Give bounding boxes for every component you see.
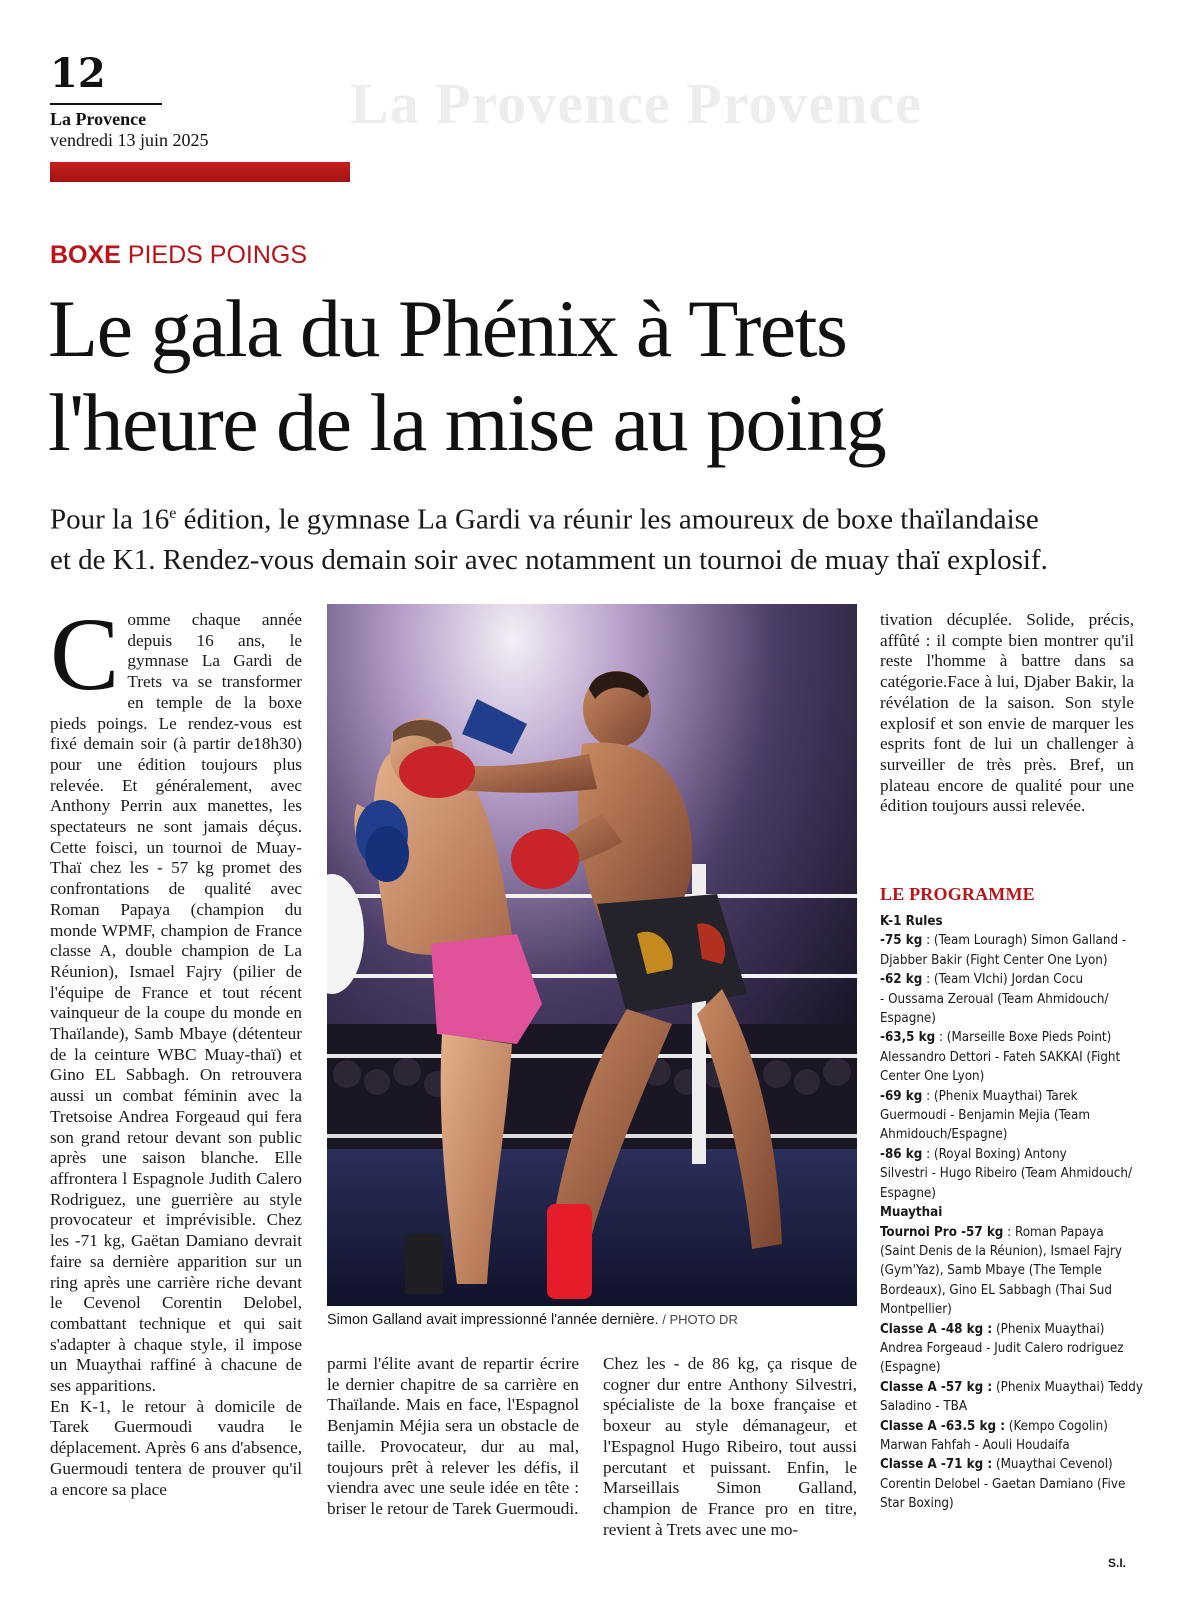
programme-line xyxy=(880,1242,1145,1261)
article-paragraph-3: parmi l'élite avant de repartir écrire le dernier chapitre de sa carrière en Thaïlande. Mais en face, l'Espagnol Benjamin Méjia sera un obstacle de taille. Provocateur, dur au mal, toujours prêt à relever les défis, il viendra avec une seule idée en tête : briser le retour de Tarek Guermoudi. xyxy=(327,1354,579,1518)
programme-line-label: -75 kg xyxy=(880,933,923,949)
photo-credit: / PHOTO DR xyxy=(658,1312,738,1327)
programme-line-label: Classe A -71 kg : xyxy=(880,1457,993,1473)
lede-superscript: e xyxy=(169,505,177,522)
programme-line-text: Center One Lyon) xyxy=(880,1069,985,1085)
programme-line-label: K-1 Rules xyxy=(880,914,943,929)
programme-line-text: (Phenix Muaythai) xyxy=(992,1321,1105,1337)
photo-caption xyxy=(327,1312,857,1328)
programme-line-label: Classe A -57 kg : xyxy=(880,1379,993,1395)
programme-line xyxy=(880,1281,1145,1300)
programme-line-text: Alessandro Dettori - Fateh SAKKAI (Fight xyxy=(880,1049,1121,1065)
programme-line xyxy=(880,1339,1145,1358)
programme-line xyxy=(880,1125,1145,1144)
article-paragraph-2: En K-1, le retour à domicile de Tarek Guermoudi vaudra le déplacement. Après 6 ans d'absence, Guermoudi tentera de prouver qu'il a encore sa place xyxy=(50,1396,302,1499)
newspaper-name: La Provence xyxy=(50,109,147,129)
programme-line-label: Muaythai xyxy=(880,1205,943,1221)
programme-line-text: (Kempo Cogolin) xyxy=(1005,1418,1108,1434)
article-column-4 xyxy=(880,610,1134,817)
programme-line xyxy=(880,1300,1145,1319)
boxing-photo-illustration xyxy=(327,604,857,1306)
article-paragraph-1: omme chaque année depuis 16 ans, le gymnase La Gardi de Trets va se transformer en temple de la boxe pieds poings. Le rendez-vous est fixé demain soir (à partir de18h30) pour une édition toujours plus relevée. Et généralement, avec Anthony Perrin aux manettes, les spectateurs ne sont jamais déçus. Cette foisci, un tournoi de Muay-Thaï chez les - 57 kg promet des confrontations de qualité avec Roman Papaya (champion du monde WPMF, champion de France classe A, double champion de La Réunion), Ismael Fajry (pilier de l'équipe de France et tout récent vainqueur de la coupe du monde en Thaïlande), Samb Mbaye (détenteur de la ceinture WBC Muay-thaï) et Gino EL Sabbagh. On retrouvera aussi un combat féminin avec la Tretsoise Andrea Forgeaud qui fera son grand retour devant son public après une saison blanche. Elle affrontera l Espagnole Judith Calero Rodriguez, une guerrière au style provocateur et imprévisible. Chez les -71 kg, Gaëtan Damiano devrait faire sa dernière apparition sur un ring après une carrière riche devant le Cevenol Corentin Delobel, combattant technique et qui sait s'adapter à chaque style, il impose un Muaythai raffiné à chacune de ses apparitions. xyxy=(50,610,302,1396)
programme-line xyxy=(880,1358,1145,1377)
programme-line xyxy=(880,1009,1145,1028)
article-column-3 xyxy=(603,1354,857,1540)
programme-line xyxy=(880,1436,1145,1455)
programme-line xyxy=(880,1223,1145,1242)
article-column-2 xyxy=(327,1354,579,1520)
lede-line-1-start: Pour la 16 xyxy=(50,503,170,536)
programme-line xyxy=(880,1455,1145,1474)
programme-line xyxy=(880,1145,1145,1164)
article-paragraph-5: tivation décuplée. Solide, précis, affûté : il compte bien montrer qu'il reste l'homme à battre dans sa catégorie.Face à lui, Djaber Bakir, la révélation de la saison. Son style explosif et son envie de marquer les esprits font de lui un challenger à surveiller de très près. Bref, un plateau encore de qualité pour une édition toujours aussi relevée. xyxy=(880,610,1134,816)
programme-line xyxy=(880,970,1145,989)
programme-line-text: Silvestri - Hugo Ribeiro (Team Ahmidouch/ xyxy=(880,1166,1132,1182)
lede-line-1-end: édition, le gymnase La Gardi va réunir les amoureux de boxe thaïlandaise xyxy=(176,503,1039,536)
programme-line-text: Guermoudi - Benjamin Mejia (Team xyxy=(880,1108,1090,1124)
programme-line xyxy=(880,951,1145,970)
programme-line-text: Ahmidouch/Espagne) xyxy=(880,1127,1008,1143)
programme-line xyxy=(880,1378,1145,1397)
programme-line-text: (Espagne) xyxy=(880,1360,941,1376)
article-column-1 xyxy=(50,597,302,1500)
programme-line xyxy=(880,1475,1145,1494)
programme-line-text: (Saint Denis de la Réunion), Ismael Fajry xyxy=(880,1243,1122,1259)
programme-line-text: Saladino - TBA xyxy=(880,1399,968,1415)
programme-line xyxy=(880,1203,1145,1222)
programme-line xyxy=(880,1028,1145,1047)
programme-line-text: - Oussama Zeroual (Team Ahmidouch/ xyxy=(880,991,1109,1007)
programme-line-label: -63,5 kg xyxy=(880,1030,936,1046)
kicker-primary: BOXE xyxy=(50,241,121,269)
programme-line-text: : (Phenix Muaythai) Tarek xyxy=(922,1088,1078,1104)
programme-line-text: Espagne) xyxy=(880,1185,936,1201)
programme-line xyxy=(880,990,1145,1009)
publication-date: vendredi 13 juin 2025 xyxy=(50,130,209,150)
programme-line-text: Djabber Bakir (Fight Center One Lyon) xyxy=(880,952,1108,968)
programme-line-text: (Muaythai Cevenol) xyxy=(992,1457,1113,1473)
programme-line-text: : Roman Papaya xyxy=(1003,1224,1104,1240)
headline-line-2: l'heure de la mise au poing xyxy=(48,377,886,468)
programme-line xyxy=(880,931,1145,950)
programme-line xyxy=(880,1494,1145,1513)
programme-line xyxy=(880,1067,1145,1086)
programme-line-text: : (Team Louragh) Simon Galland - xyxy=(922,933,1127,949)
drop-cap: C xyxy=(50,597,120,712)
programme-line-text: : (Team VIchi) Jordan Cocu xyxy=(922,972,1084,988)
programme-line-label: Classe A -63.5 kg : xyxy=(880,1418,1005,1434)
section-kicker xyxy=(50,240,307,270)
programme-line xyxy=(880,912,1145,931)
programme-line-text: Star Boxing) xyxy=(880,1496,954,1512)
ghost-header-text: La Provence Provence xyxy=(350,71,922,136)
programme-line-label: -69 kg xyxy=(880,1088,923,1104)
programme-line xyxy=(880,1397,1145,1416)
programme-line-text: (Gym'Yaz), Samb Mbaye (The Temple xyxy=(880,1263,1102,1279)
programme-line-text: Corentin Delobel - Gaetan Damiano (Five xyxy=(880,1476,1126,1492)
programme-line-label: -86 kg xyxy=(880,1146,923,1162)
programme-line-text: Bordeaux), Gino EL Sabbagh (Thai Sud xyxy=(880,1282,1112,1298)
programme-line-text: Andrea Forgeaud - Judit Calero rodriguez xyxy=(880,1340,1124,1356)
caption-text: Simon Galland avait impressionné l'année dernière. xyxy=(327,1312,659,1328)
programme-line-text: Espagne) xyxy=(880,1011,936,1027)
lede-line-1 xyxy=(50,494,1160,540)
programme-line xyxy=(880,1164,1145,1183)
programme-line-label: Tournoi Pro -57 kg xyxy=(880,1224,1004,1240)
headline xyxy=(48,282,1178,470)
programme-line xyxy=(880,1320,1145,1339)
programme-line-text: : (Marseille Boxe Pieds Point) xyxy=(935,1030,1112,1046)
programme-title: LE PROGRAMME xyxy=(880,884,1035,904)
programme-line xyxy=(880,1184,1145,1203)
page-number-rule xyxy=(50,103,162,105)
section-color-bar xyxy=(50,162,350,182)
programme-line-text: Marwan Fahfah - Aouli Houdaifa xyxy=(880,1437,1070,1453)
programme-list xyxy=(880,912,1145,1514)
programme-line-text: : (Royal Boxing) Antony xyxy=(922,1146,1067,1162)
programme-line xyxy=(880,1417,1145,1436)
programme-line xyxy=(880,1087,1145,1106)
programme-line xyxy=(880,1106,1145,1125)
programme-line-label: -62 kg xyxy=(880,972,923,988)
author-signature: S.I. xyxy=(1108,1556,1127,1570)
page-number: 12 xyxy=(50,50,106,97)
programme-line-label: Classe A -48 kg : xyxy=(880,1321,993,1337)
programme-line-text: Montpellier) xyxy=(880,1302,952,1318)
kicker-secondary: PIEDS POINGS xyxy=(127,241,308,269)
programme-line-text: (Phenix Muaythai) Teddy xyxy=(992,1379,1143,1395)
programme-line xyxy=(880,1048,1145,1067)
lede xyxy=(50,494,1160,580)
article-paragraph-4: Chez les - de 86 kg, ça risque de cogner dur entre Anthony Silvestri, spécialiste de la boxe française et boxeur au style démanageur, et l'Espagnol Hugo Ribeiro, tout aussi percutant et puissant. Enfin, le Marseillais Simon Galland, champion de France pro en titre, revient à Trets avec une mo- xyxy=(603,1354,857,1539)
headline-line-1: Le gala du Phénix à Trets xyxy=(48,283,847,374)
programme-line xyxy=(880,1261,1145,1280)
boxing-photo xyxy=(327,604,857,1306)
lede-line-2: et de K1. Rendez-vous demain soir avec notamment un tournoi de muay thaï explosif. xyxy=(50,543,1048,576)
